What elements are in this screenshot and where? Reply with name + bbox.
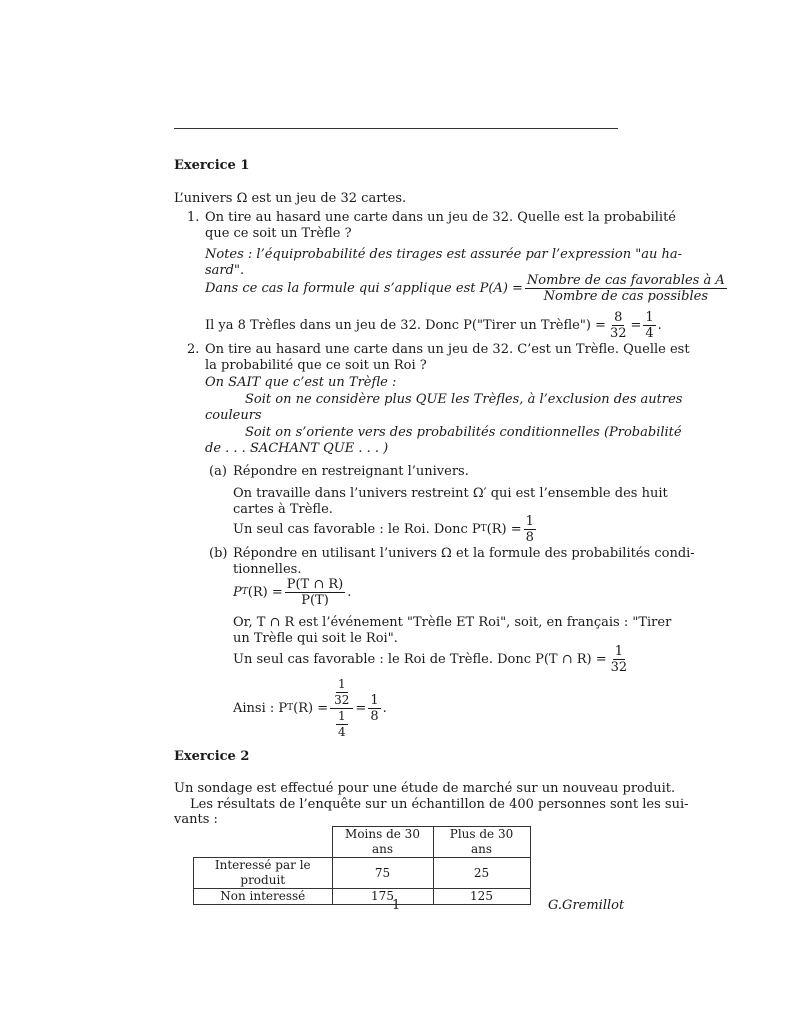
q2a-title: Répondre en restreignant l’univers.	[233, 464, 469, 479]
q2b-or-line2: un Trèfle qui soit le Roi".	[233, 631, 398, 646]
table-cell: 75	[332, 858, 433, 889]
q1-answer-f1-num: 8	[614, 310, 623, 325]
q2b-ainsi-compound-fraction	[330, 677, 353, 740]
q2a-favorable-sub: T	[480, 524, 487, 534]
q2b-ainsi-top-den: 32	[334, 693, 350, 707]
q2a-fraction-den: 8	[525, 530, 534, 545]
q2b-ainsi-compound-top	[330, 677, 353, 709]
exercise1-intro: L’univers Ω est un jeu de 32 cartes.	[174, 191, 407, 206]
q1-text-line1: On tire au hasard une carte dans un jeu de 32. Quelle est la probabilité	[205, 210, 677, 225]
table-header-cell: Moins de 30 ans	[332, 827, 433, 858]
q1-formula-numerator: Nombre de cas favorables à A	[526, 273, 725, 288]
q2b-ainsi-bot-den: 4	[337, 725, 346, 739]
q2b-ainsi-equals: =	[355, 701, 367, 716]
q2-text-line2: la probabilité que ce soit un Roi ?	[205, 358, 427, 373]
table-cell: Interessé par le produit	[194, 858, 333, 889]
q1-answer-f1-den: 32	[609, 326, 627, 341]
header-rule	[174, 128, 618, 129]
q2-soit2-line2: de . . . SACHANT QUE . . . )	[205, 441, 389, 456]
q2a-fraction	[524, 514, 536, 545]
table-cell: 25	[433, 858, 530, 889]
table-header-row	[194, 827, 531, 858]
table-row	[194, 858, 531, 889]
q1-answer-f2-num: 1	[645, 310, 654, 325]
q2-sait: On SAIT que c’est un Trèfle :	[205, 375, 397, 390]
exercise2-line1: Un sondage est effectué pour une étude de marché sur un nouveau produit.	[174, 781, 676, 796]
q1-formula-denominator: Nombre de cas possibles	[543, 289, 709, 304]
q1-answer-prefix: Il ya 8 Trèfles dans un jeu de 32. Donc P("Tirer un Trèfle") =	[205, 318, 606, 333]
q2b-formula	[233, 577, 351, 608]
q2-number: 2.	[187, 342, 200, 357]
q2b-fav-den: 32	[610, 660, 628, 675]
table-header-cell: Plus de 30 ans	[433, 827, 530, 858]
q2b-formula-num: P(T ∩ R)	[286, 577, 344, 592]
q2b-ainsi	[233, 677, 387, 740]
q2b-or-line1: Or, T ∩ R est l’événement "Trèfle ET Roi", soit, en français : "Tirer	[233, 615, 672, 630]
q2a-favorable	[233, 514, 538, 545]
exercise2-line3: vants :	[174, 812, 218, 827]
q2a-line2: cartes à Trèfle.	[233, 502, 333, 517]
q2b-ainsi-compound-bottom	[334, 709, 350, 740]
q2b-formula-lhs-tail: (R) =	[247, 585, 283, 600]
table-cell: 175	[332, 889, 433, 905]
page-number: 1	[392, 898, 401, 913]
q2a-fraction-num: 1	[525, 514, 534, 529]
q1-text-line2: que ce soit un Trèfle ?	[205, 226, 352, 241]
q2b-fav-num: 1	[614, 644, 624, 659]
table-row	[194, 889, 531, 905]
q2b-ainsi-top-fraction	[332, 677, 351, 708]
exercise1-title: Exercice 1	[174, 158, 250, 173]
q2a-favorable-tail: (R) =	[486, 522, 522, 537]
q2b-ainsi-result-fraction	[368, 693, 380, 724]
q2b-formula-sub: T	[241, 587, 248, 597]
q2b-ainsi-res-den: 8	[370, 709, 379, 724]
q1-answer-fraction1	[608, 310, 629, 341]
q2a-favorable-text: Un seul cas favorable : le Roi. Donc P	[233, 522, 481, 537]
q2b-formula-period: .	[347, 585, 352, 600]
q2b-ainsi-bot-fraction	[336, 709, 348, 740]
q1-formula	[205, 273, 729, 304]
q2b-ainsi-top-num: 1	[337, 677, 346, 691]
q2b-fav	[233, 644, 631, 675]
results-table	[193, 826, 531, 905]
q1-answer-fraction2	[643, 310, 655, 341]
q2a-label: (a)	[209, 464, 227, 479]
q1-formula-prefix: Dans ce cas la formule qui s’applique est P(A) =	[205, 281, 523, 296]
q2b-ainsi-text: Ainsi : P	[233, 701, 288, 716]
q1-note-line2: sard".	[205, 263, 245, 278]
q2b-fav-fraction	[609, 644, 630, 675]
author: G.Gremillot	[548, 898, 625, 913]
q2b-title-line1: Répondre en utilisant l’univers Ω et la formule des probabilités condi-	[233, 546, 695, 561]
q1-answer-period: .	[657, 318, 662, 333]
exercise2-line2: Les résultats de l’enquête sur un échantillon de 400 personnes sont les sui-	[190, 797, 689, 812]
table-cell: Non interessé	[194, 889, 333, 905]
q2b-formula-den: P(T)	[301, 593, 329, 608]
q2b-ainsi-sub: T	[287, 703, 294, 713]
q2b-ainsi-period: .	[382, 701, 387, 716]
q2b-ainsi-bot-num: 1	[337, 709, 346, 723]
table-cell: 125	[433, 889, 530, 905]
q2b-fav-text: Un seul cas favorable : le Roi de Trèfle. Donc P(T ∩ R) =	[233, 652, 607, 667]
q2-text-line1: On tire au hasard une carte dans un jeu de 32. C’est un Trèfle. Quelle est	[205, 342, 690, 357]
q2-soit1-line2: couleurs	[205, 408, 262, 423]
q2a-line1: On travaille dans l’univers restreint Ω′ qui est l’ensemble des huit	[233, 486, 668, 501]
q2b-formula-lhs: P	[233, 585, 242, 600]
q2-soit2-line1: Soit on s’oriente vers des probabilités conditionnelles (Probabilité	[245, 425, 682, 440]
q1-answer-f2-den: 4	[645, 326, 654, 341]
q2b-ainsi-tail: (R) =	[293, 701, 329, 716]
exercise2-title: Exercice 2	[174, 749, 250, 764]
q1-answer	[205, 310, 662, 341]
q1-number: 1.	[187, 210, 200, 225]
q2b-ainsi-res-num: 1	[370, 693, 379, 708]
q2b-label: (b)	[209, 546, 228, 561]
q2b-formula-fraction	[285, 577, 346, 608]
q1-answer-equals: =	[630, 318, 642, 333]
q2b-title-line2: tionnelles.	[233, 562, 302, 577]
q1-note-line1: Notes : l’équiprobabilité des tirages est assurée par l’expression "au ha-	[205, 247, 683, 262]
table-header-cell	[194, 827, 333, 858]
q2-soit1-line1: Soit on ne considère plus QUE les Trèfles, à l’exclusion des autres	[245, 392, 683, 407]
q1-formula-fraction	[525, 273, 727, 304]
